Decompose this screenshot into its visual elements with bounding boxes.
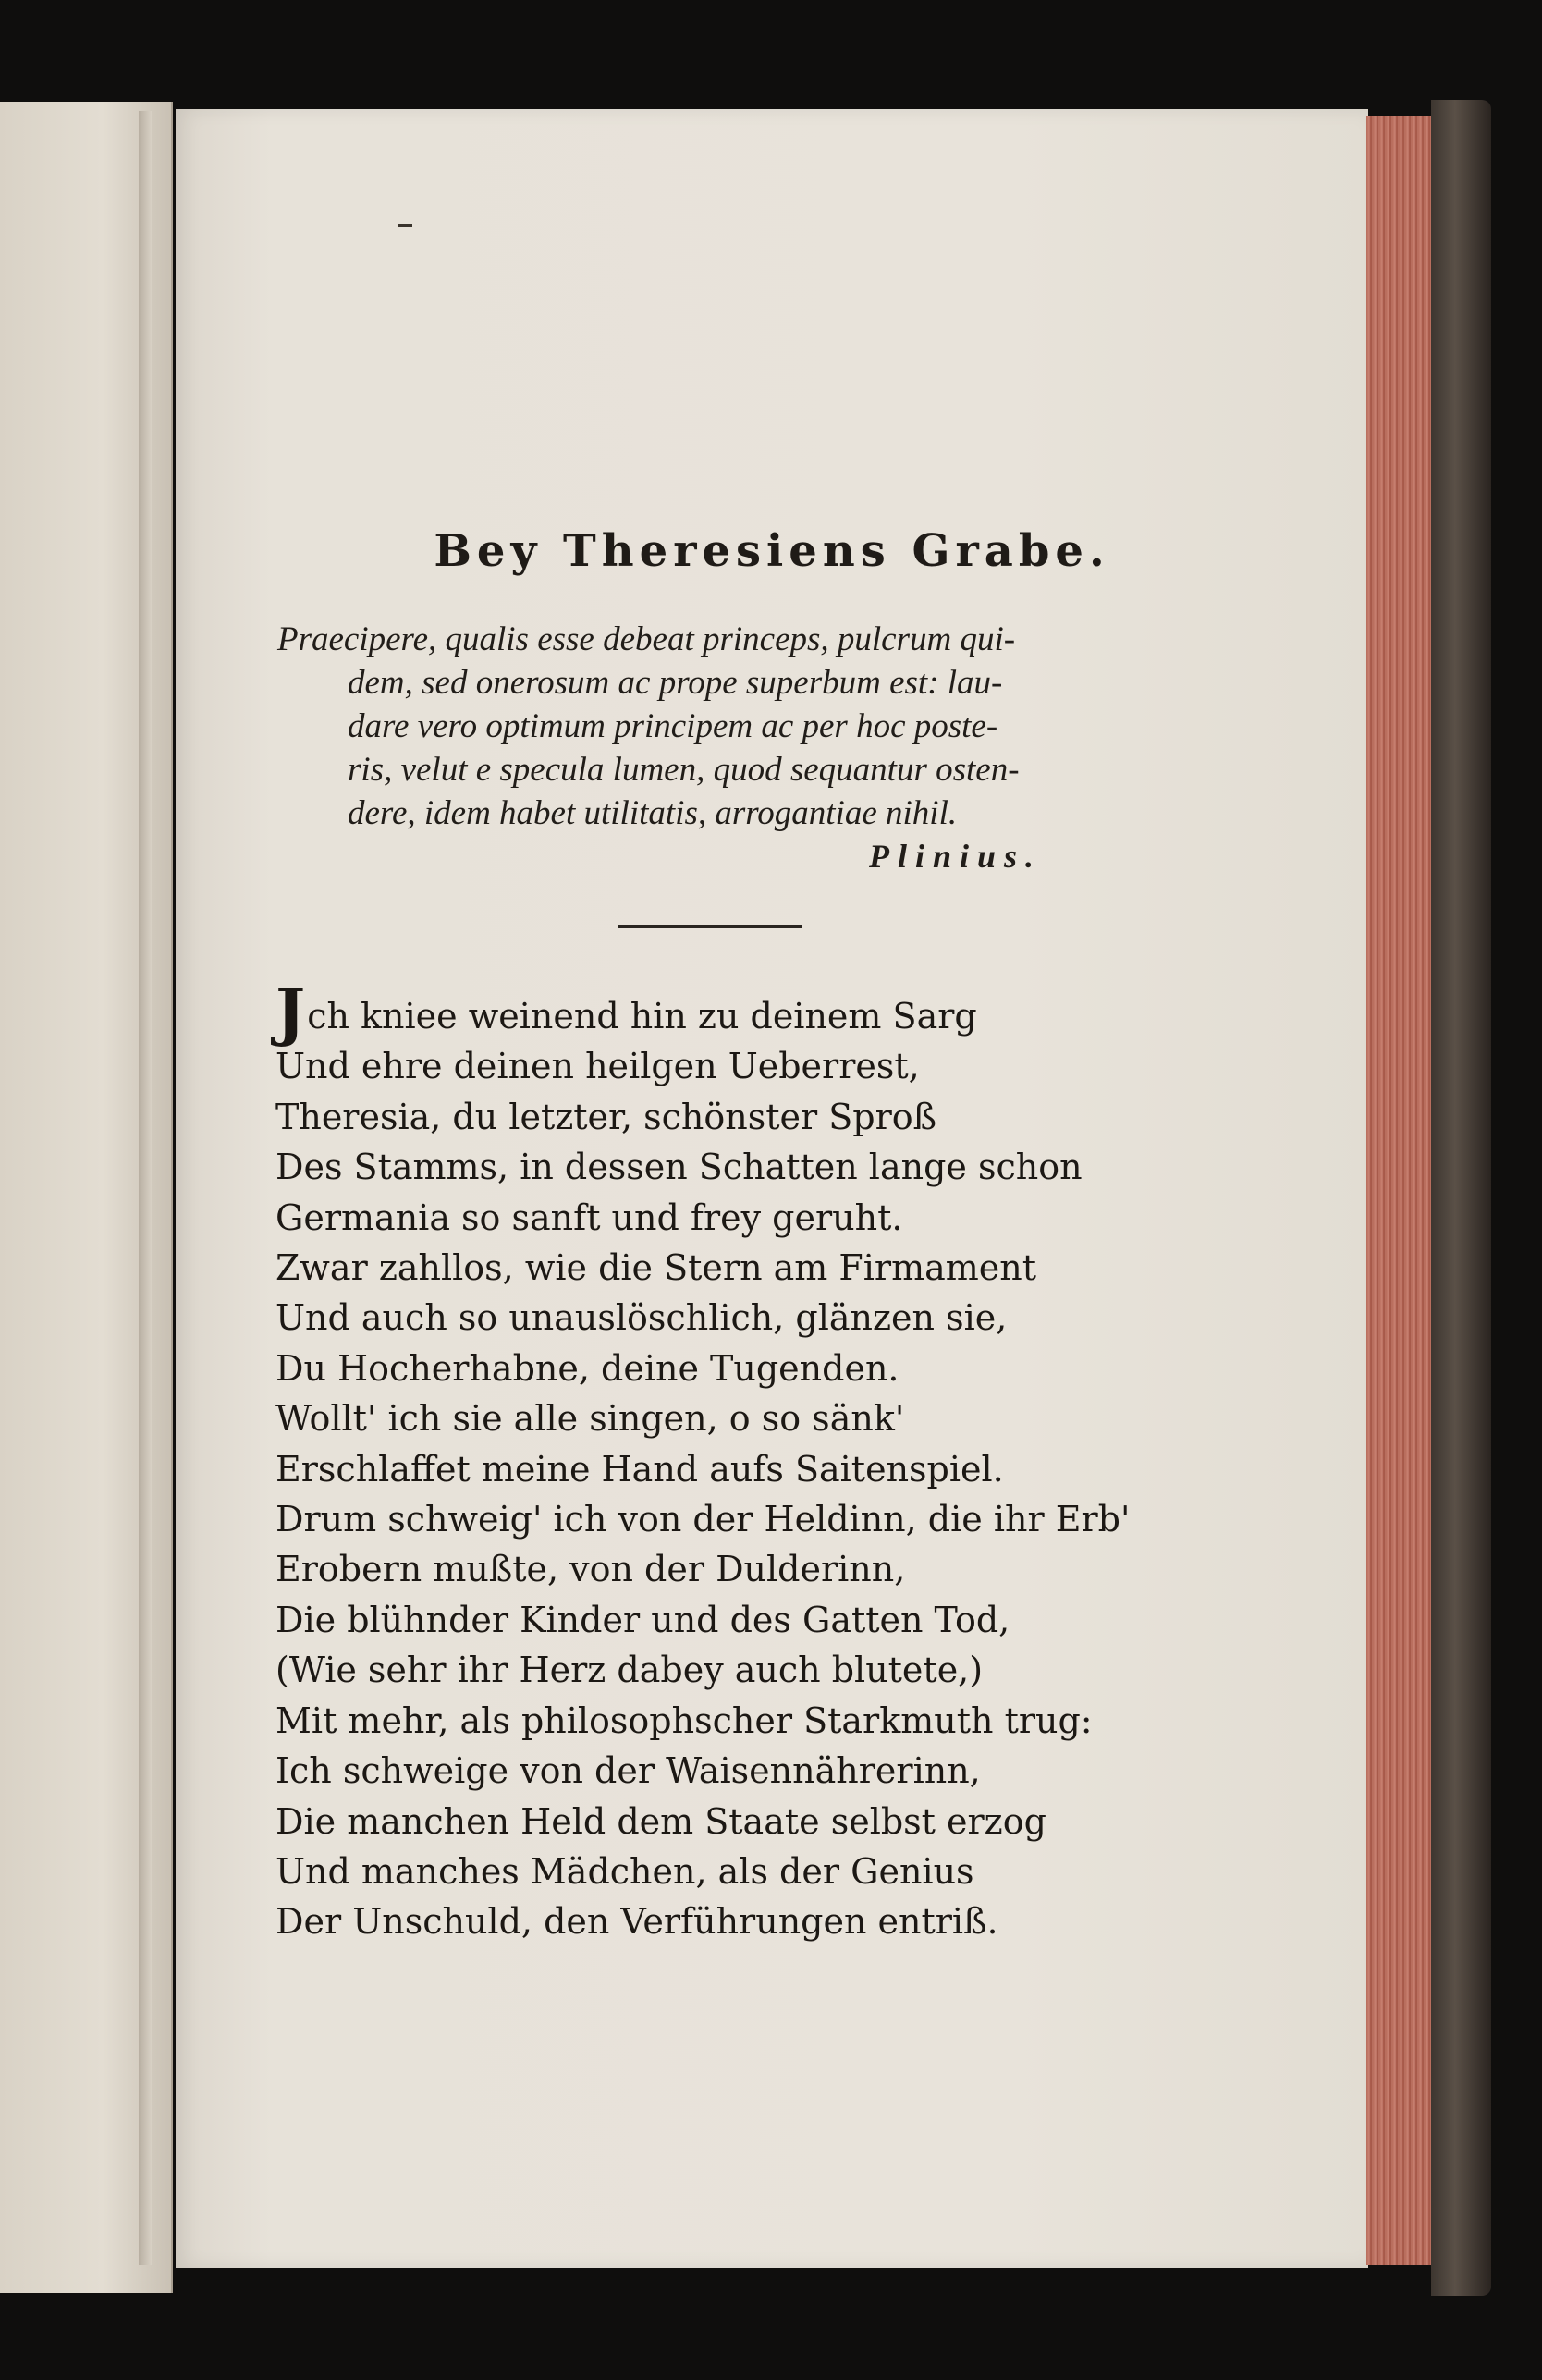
head-mark — [398, 224, 412, 227]
poem-line: Der Unschuld, den Verführungen entriß. — [275, 1901, 998, 1943]
poem-line: (Wie sehr ihr Herz dabey auch blutete,) — [275, 1650, 984, 1691]
poem-line: Theresia, du letzter, schönster Sproß — [275, 1096, 937, 1137]
page-edges — [1366, 116, 1438, 2265]
book-cover — [1431, 100, 1491, 2296]
page-title: Bey Theresiens Grabe. — [434, 525, 1110, 577]
divider-rule — [618, 925, 802, 928]
poem-line: Und ehre deinen heilgen Ueberrest, — [275, 1046, 920, 1087]
poem-line: Du Hocherhabne, deine Tugenden. — [275, 1347, 900, 1389]
poem-line: Germania so sanft und frey geruht. — [275, 1196, 903, 1238]
poem-line: Und auch so unauslöschlich, glänzen sie, — [275, 1297, 1008, 1339]
poem-line: Erobern mußte, von der Dulderinn, — [275, 1549, 906, 1590]
poem-line: Erschlaffet meine Hand aufs Saitenspiel. — [275, 1448, 1004, 1490]
motto-line: ris, velut e specula lumen, quod sequantur osten- — [348, 751, 1020, 789]
motto — [277, 618, 1165, 835]
poem-line: Die blühnder Kinder und des Gatten Tod, — [275, 1599, 1010, 1640]
poem-line: Zwar zahllos, wie die Stern am Firmament — [275, 1247, 1037, 1289]
motto-line: dem, sed onerosum ac prope superbum est: lau- — [348, 664, 1003, 702]
poem-line: Und manches Mädchen, als der Genius — [275, 1850, 974, 1892]
poem-line: Wollt' ich sie alle singen, o so sänk' — [275, 1398, 905, 1440]
poem-line: Ich schweige von der Waisennährerinn, — [275, 1750, 981, 1792]
motto-line: dere, idem habet utilitatis, arrogantiae nihil. — [348, 794, 958, 832]
poem-line: Drum schweig' ich von der Heldinn, die ihr Erb' — [275, 1499, 1131, 1540]
poem-line: Mit mehr, als philosophscher Starkmuth trug: — [275, 1699, 1093, 1741]
poem-line-text: ch kniee weinend hin zu deinem Sarg — [307, 996, 977, 1037]
poem-line: Des Stamms, in dessen Schatten lange schon — [275, 1147, 1083, 1188]
motto-attribution: Plinius. — [869, 838, 1043, 875]
left-page-edge — [139, 111, 152, 2265]
poem-line — [275, 975, 1200, 1049]
motto-line: dare vero optimum principem ac per hoc poste- — [348, 707, 998, 745]
drop-cap: J — [275, 975, 306, 1049]
motto-line: Praecipere, qualis esse debeat princeps, pulcrum qui- — [277, 620, 1016, 658]
poem — [275, 975, 1200, 1947]
poem-line: Die manchen Held dem Staate selbst erzog — [275, 1800, 1046, 1842]
